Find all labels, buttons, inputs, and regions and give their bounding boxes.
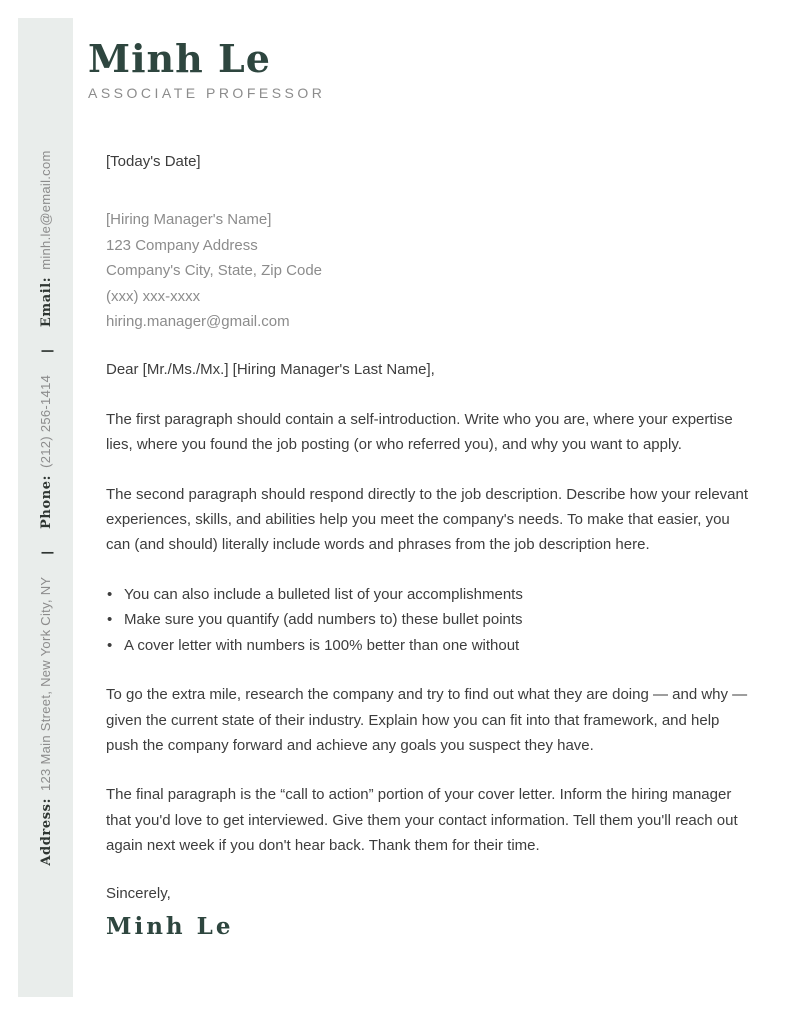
letter-body bbox=[106, 149, 754, 942]
bullet-item: • Make sure you quantify (add numbers to) these bullet points bbox=[106, 607, 754, 632]
address-item bbox=[38, 576, 54, 865]
date-line: [Today's Date] bbox=[106, 153, 201, 170]
email-value: minh.le@email.com bbox=[37, 149, 53, 270]
paragraph-research: To go the extra mile, research the company and try to find out what they are doing — and why — given the current state of their industry. Explain how you can fit into that framework, and help push the company forward and achieve any goals you suspect they have. bbox=[106, 686, 748, 754]
address-label: Address: bbox=[38, 797, 54, 866]
paragraph-body: The second paragraph should respond directly to the job description. Describe how your relevant experiences, skills, and abilities help you meet the company's needs. To make that easier, you can (and should) literally include words and phrases from the job description here. bbox=[106, 485, 749, 554]
person-job-title: ASSOCIATE PROFESSOR bbox=[88, 85, 326, 101]
address-value: 123 Main Street, New York City, NY bbox=[37, 576, 53, 791]
recipient-line: Company's City, State, Zip Code bbox=[106, 262, 323, 280]
sidebar-separator: | bbox=[38, 550, 53, 555]
recipient-line: (xxx) xxx-xxxx bbox=[106, 287, 201, 305]
email-item bbox=[38, 150, 54, 327]
salutation: Dear [Mr./Ms./Mx.] [Hiring Manager's Last Name], bbox=[106, 361, 435, 379]
person-name: Minh Le bbox=[88, 36, 271, 81]
phone-value: (212) 256-1414 bbox=[37, 374, 53, 468]
closing-line: Sincerely, bbox=[106, 884, 171, 902]
contact-sidebar bbox=[18, 18, 73, 997]
recipient-line: 123 Company Address bbox=[106, 236, 258, 254]
letterhead bbox=[88, 36, 325, 101]
recipient-block bbox=[106, 207, 754, 334]
bullet-item: • A cover letter with numbers is 100% better than one without bbox=[106, 633, 754, 658]
phone-item bbox=[38, 374, 54, 528]
recipient-line: hiring.manager@gmail.com bbox=[106, 313, 290, 331]
signature-name: Minh Le bbox=[106, 912, 234, 940]
email-label: Email: bbox=[38, 276, 54, 327]
bullet-item: • You can also include a bulleted list of your accomplishments bbox=[106, 582, 754, 607]
paragraph-intro: The first paragraph should contain a self-introduction. Write who you are, where your expertise lies, where you found the job posting (or who referred you), and why you want to apply. bbox=[106, 410, 733, 454]
sidebar-separator: | bbox=[38, 348, 53, 353]
recipient-line: [Hiring Manager's Name] bbox=[106, 211, 272, 229]
accomplishments-list bbox=[106, 582, 754, 658]
paragraph-closing: The final paragraph is the “call to action” portion of your cover letter. Inform the hiring manager that you'd love to get interviewed. Give them your contact information. Tell them you'll reach out again next week if you don't hear back. Thank them for their time. bbox=[106, 786, 738, 855]
contact-info-vertical bbox=[38, 150, 54, 865]
phone-label: Phone: bbox=[38, 474, 54, 529]
